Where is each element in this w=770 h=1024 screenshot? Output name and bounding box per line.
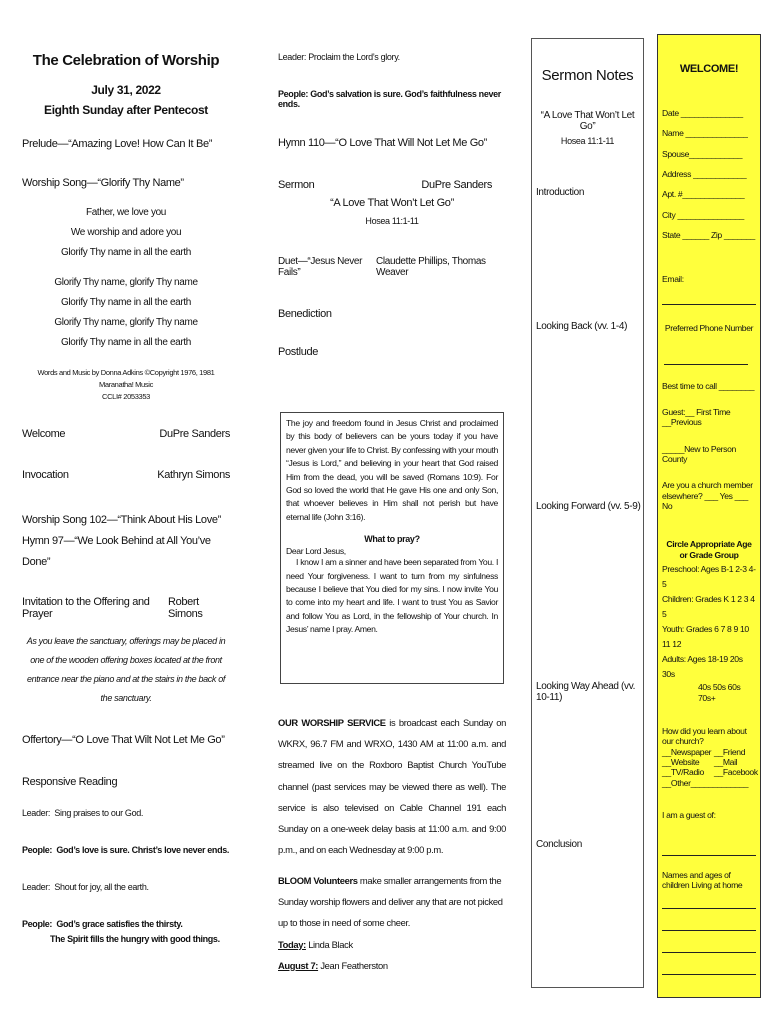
offertory: Offertory—“O Love That Wilt Not Let Me Go”	[22, 734, 225, 746]
friend-option[interactable]: __Friend	[714, 746, 746, 757]
notes-section: Conclusion	[536, 839, 582, 850]
prayer-salutation: Dear Lord Jesus,	[286, 546, 346, 557]
church-member-field[interactable]: Are you a church member elsewhere? ___ Yes ___ No	[662, 480, 753, 511]
child-line[interactable]	[662, 943, 756, 953]
sermon-notes-title: Sermon Notes	[541, 67, 634, 84]
best-time-field[interactable]: Best time to call ________	[662, 380, 755, 391]
ccli-number: CCLI# 2053353	[102, 392, 150, 401]
lyric-line: Glorify Thy name in all the earth	[61, 297, 191, 308]
notes-section: Looking Back (vv. 1-4)	[536, 321, 628, 332]
songs-block	[22, 510, 230, 573]
hymn-110: Hymn 110—“O Love That Will Not Let Me Go”	[278, 137, 487, 149]
bloom-text: make smaller arrangements from the Sunday worship flowers and deliver any that are not picked up to those in need of some cheer.	[278, 875, 503, 929]
sermon-row	[278, 179, 506, 191]
august-label: August 7:	[278, 959, 319, 971]
hymn-97: Hymn 97—“We Look Behind at All You’ve Done”	[22, 535, 211, 568]
lyric-line: Glorify Thy name, glorify Thy name	[54, 277, 198, 288]
sermon-scripture: Hosea 11:1-11	[365, 216, 419, 226]
prayer-heading: What to pray?	[364, 534, 420, 545]
order-of-worship	[22, 48, 230, 944]
prayer-text: I know I am a sinner and have been separated from You. I need Your forgiveness. I want to turn from my sinfulness because I believe that You died for my sins. I now invite You to come into my heart and life. I want to trust You as Savior and follow You as Lord, in the fellowship of Your church. In Jesus’ name I pray. Amen.	[286, 557, 498, 635]
name-field[interactable]: Name ______________	[662, 128, 748, 139]
sermon-label: Sermon	[278, 179, 315, 191]
learn-options	[662, 747, 756, 788]
preschool-option[interactable]: Preschool: Ages B-1 2-3 4-5	[662, 563, 756, 589]
adults-option-2[interactable]: 40s 50s 60s 70s+	[698, 681, 741, 703]
offering-person: Robert Simons	[167, 596, 203, 620]
sermon-notes-panel	[531, 38, 644, 988]
reading-line	[22, 919, 230, 929]
bloom-announcement	[278, 870, 506, 976]
reading-text: Sing praises to our God.	[54, 808, 144, 818]
broadcast-text: is broadcast each Sunday on WKRX, 96.7 FM and WRXO, 1430 AM at 11:00 a.m. and streamed live on the Roxboro Baptist Church YouTube channel (past services may be viewed there as well). The service is also televised on Cable Channel 191 each Sunday on a one-week delay basis at 11:00 a.m. and 9:00 p.m., and on each Wednesday at 9:00 p.m.	[278, 717, 506, 856]
reading-last-line: The Spirit fills the hungry with good things.	[50, 934, 220, 944]
children-heading: Names and ages of children Living at home	[662, 870, 743, 891]
offering-row	[22, 596, 230, 620]
lyrics-verse-2	[22, 273, 230, 353]
guest-of-label: I am a guest of:	[662, 809, 716, 820]
apt-field[interactable]: Apt. #______________	[662, 189, 745, 200]
worship-song-102: Worship Song 102—“Think About His Love”	[22, 514, 221, 526]
duet-label: Duet—“Jesus Never Fails”	[278, 256, 363, 278]
child-line[interactable]	[662, 965, 756, 975]
learn-heading: How did you learn about our church?	[662, 725, 747, 747]
website-option[interactable]: __Website	[662, 756, 700, 767]
reading-speaker: People:	[22, 919, 53, 929]
page-title: The Celebration of Worship	[32, 52, 220, 69]
guest-status-field[interactable]: Guest:__ First Time __Previous	[662, 407, 731, 428]
reading-line	[22, 882, 230, 892]
learn-row	[662, 747, 756, 757]
learn-row	[662, 767, 756, 777]
reading-speaker: Leader:	[22, 808, 51, 818]
city-field[interactable]: City _______________	[662, 209, 744, 220]
responsive-reading-title: Responsive Reading	[22, 776, 118, 788]
newspaper-option[interactable]: __Newspaper	[662, 746, 712, 757]
age-group-heading: Circle Appropriate Age or Grade Group	[666, 539, 752, 560]
reading-line	[22, 808, 230, 818]
copyright-line: Words and Music by Donna Adkins ©Copyright 1976, 1981 Maranatha! Music	[37, 368, 215, 389]
offering-label: Invitation to the Offering and Prayer	[22, 596, 150, 620]
occasion: Eighth Sunday after Pentecost	[44, 103, 208, 117]
learn-row	[662, 757, 756, 767]
reading-speaker: People:	[22, 845, 53, 855]
service-date: July 31, 2022	[91, 83, 161, 97]
today-label: Today:	[278, 938, 306, 950]
today-volunteer	[278, 934, 506, 955]
state-zip-field[interactable]: State ______ Zip _______	[662, 229, 755, 240]
order-of-worship-continued	[278, 48, 506, 358]
facebook-option[interactable]: __Facebook	[714, 767, 758, 778]
worship-song: Worship Song—“Glorify Thy Name”	[22, 177, 184, 189]
broadcast-lead: OUR WORSHIP SERVICE	[278, 717, 386, 728]
invocation-person: Kathryn Simons	[157, 469, 230, 481]
lyric-line: Glorify Thy name in all the earth	[61, 247, 191, 258]
tv-radio-option[interactable]: __TV/Radio	[662, 767, 704, 778]
august-name: Jean Featherston	[318, 959, 388, 971]
invocation-row	[22, 469, 230, 481]
notes-scripture: Hosea 11:1-11	[560, 136, 615, 146]
spouse-field[interactable]: Spouse____________	[662, 148, 743, 159]
people-line: People: God’s salvation is sure. God’s faithfulness never ends.	[278, 89, 501, 109]
children-option[interactable]: Children: Grades K 1 2 3 4 5	[662, 593, 755, 619]
reading-speaker: Leader:	[22, 882, 51, 892]
reading-line	[22, 845, 230, 855]
lyric-line: Glorify Thy name in all the earth	[61, 337, 191, 348]
child-line[interactable]	[662, 921, 756, 931]
bloom-lead: BLOOM Volunteers	[278, 875, 358, 886]
other-option[interactable]: __Other_____________	[662, 777, 749, 788]
lyric-line: Father, we love you	[85, 207, 167, 218]
copyright	[22, 367, 230, 403]
age-groups	[662, 562, 756, 704]
invocation-label: Invocation	[22, 469, 69, 481]
welcome-row	[22, 428, 230, 440]
sermon-title: “A Love That Won’t Let Go”	[330, 197, 454, 209]
phone-field[interactable]	[664, 355, 748, 365]
address-field[interactable]: Address ____________	[662, 168, 747, 179]
benediction: Benediction	[278, 308, 332, 320]
email-field[interactable]	[662, 295, 756, 305]
phone-label: Preferred Phone Number	[664, 322, 754, 333]
welcome-label: Welcome	[22, 428, 66, 440]
prelude: Prelude—“Amazing Love! How Can It Be”	[22, 138, 213, 150]
reading-text: God’s grace satisfies the thirsty.	[56, 919, 183, 929]
mail-option[interactable]: __Mail	[714, 756, 738, 767]
august-volunteer	[278, 955, 506, 976]
salvation-box	[280, 412, 504, 684]
date-field[interactable]: Date ______________	[662, 108, 743, 118]
duet-persons: Claudette Phillips, Thomas Weaver	[376, 256, 486, 278]
duet-row	[278, 256, 506, 278]
welcome-person: DuPre Sanders	[159, 428, 230, 440]
lyric-line: We worship and adore you	[70, 227, 182, 238]
guest-of-field[interactable]	[662, 846, 756, 856]
new-to-area-field[interactable]: _____New to Person County	[662, 443, 736, 465]
email-label: Email:	[662, 274, 684, 285]
leader-line: Leader: Proclaim the Lord’s glory.	[278, 52, 400, 62]
reading-text: God’s love is sure. Christ’s love never ends.	[56, 845, 230, 855]
offering-note: As you leave the sanctuary, offerings may be placed in one of the wooden offering boxes located at the front entrance near the piano and at the stairs in the back of the sanctuary.	[26, 636, 226, 703]
notes-section: Looking Way Ahead (vv. 10-11)	[536, 681, 636, 703]
reading-text: Shout for joy, all the earth.	[54, 882, 149, 892]
child-line[interactable]	[662, 899, 756, 909]
salvation-intro: The joy and freedom found in Jesus Christ and proclaimed by this body of believers can be yours today if you have never given your life to Christ. By confessing with your mouth “Jesus is Lord,” and believing in your heart that God raised Him from the dead, you will be saved (Romans 10:9). For God so loved the world that He gave His one and only Son, that whoever believes in Him shall not perish but have eternal life (John 3:16).	[286, 418, 498, 522]
lyric-line: Glorify Thy name, glorify Thy name	[54, 317, 198, 328]
notes-section: Looking Forward (vv. 5-9)	[536, 501, 641, 512]
broadcast-announcement	[278, 712, 506, 860]
lyrics-verse-1	[22, 203, 230, 263]
visitor-welcome-card	[657, 34, 761, 998]
notes-section: Introduction	[536, 187, 585, 198]
youth-option[interactable]: Youth: Grades 6 7 8 9 10 11 12	[662, 623, 749, 649]
notes-sermon-title: “A Love That Won’t Let Go”	[540, 110, 635, 132]
adults-option[interactable]: Adults: Ages 18-19 20s 30s	[662, 653, 743, 679]
today-name: Linda Black	[305, 938, 353, 950]
postlude: Postlude	[278, 346, 319, 358]
sermon-person: DuPre Sanders	[421, 179, 492, 191]
welcome-title: WELCOME!	[679, 63, 739, 75]
